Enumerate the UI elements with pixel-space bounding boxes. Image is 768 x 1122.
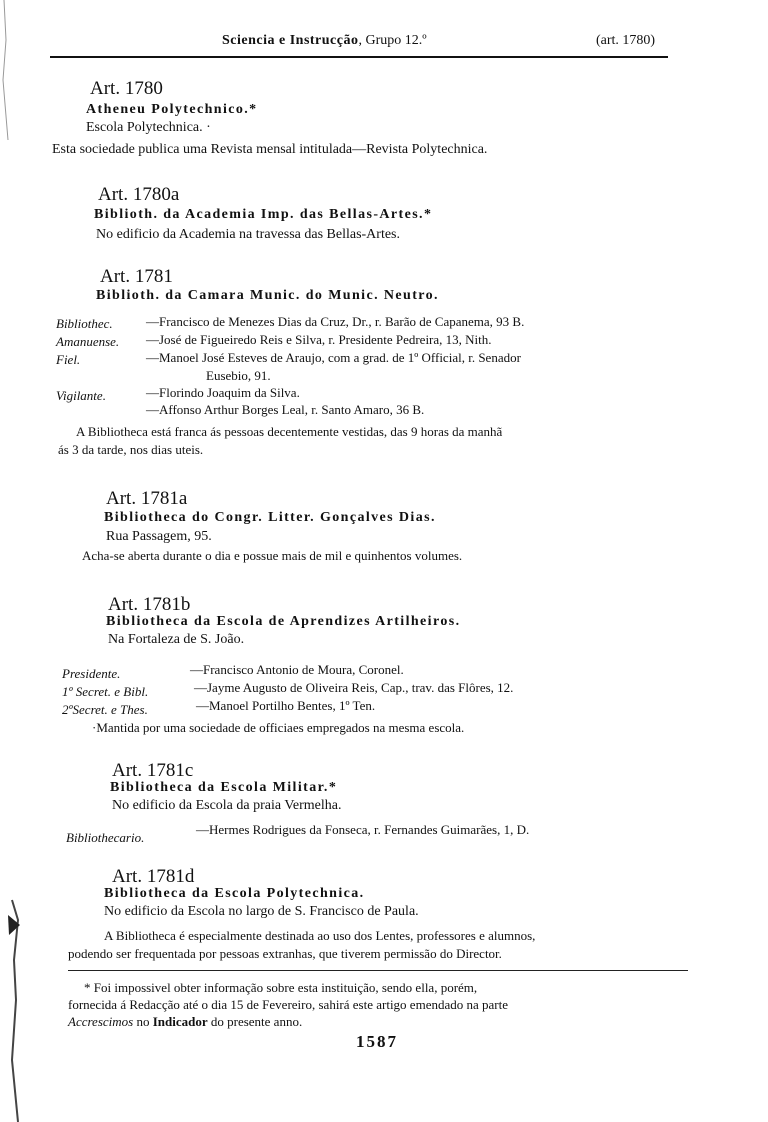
staff-entry: —Florindo Joaquim da Silva. xyxy=(146,385,300,400)
staff-role: Bibliothecario. xyxy=(66,830,145,845)
footnote-line: * Foi impossivel obter informação sobre esta instituição, sendo ella, porém, xyxy=(84,980,478,995)
institution-address: Rua Passagem, 95. xyxy=(106,529,212,544)
staff-role: Vigilante. xyxy=(56,388,106,403)
staff-entry: —Francisco Antonio de Moura, Coronel. xyxy=(190,662,404,677)
article-note: Esta sociedade publica uma Revista mensal intitulada—Revista Polytechnica. xyxy=(52,142,488,157)
header-title: Sciencia e Instrucção xyxy=(222,33,359,48)
institution-name: Bibliotheca da Escola Militar.* xyxy=(110,780,338,795)
staff-entry: —José de Figueiredo Reis e Silva, r. Presidente Pedreira, 13, Nith. xyxy=(146,332,492,347)
institution-address: Na Fortaleza de S. João. xyxy=(108,632,245,647)
article-note: A Bibliotheca está franca ás pessoas decentemente vestidas, das 9 horas da manhã xyxy=(76,424,503,439)
article-number: Art. 1781 xyxy=(100,266,173,287)
header-article: (art. 1780) xyxy=(596,33,656,48)
staff-role: Fiel. xyxy=(56,352,81,367)
footnote-line: fornecida á Redacção até o dia 15 de Fevereiro, sahirá este artigo emendado na parte xyxy=(68,997,508,1012)
article-number: Art. 1781a xyxy=(106,488,188,509)
staff-entry-continued: Eusebio, 91. xyxy=(206,368,271,383)
article-number: Art. 1780a xyxy=(98,184,180,205)
footnote-text: do presente anno. xyxy=(207,1014,303,1029)
staff-entry: —Manoel Portilho Bentes, 1º Ten. xyxy=(196,698,376,713)
staff-role: Amanuense. xyxy=(56,334,120,349)
staff-entry: —Jayme Augusto de Oliveira Reis, Cap., trav. das Flôres, 12. xyxy=(194,680,514,695)
footnote-indicador: Indicador xyxy=(152,1014,208,1029)
institution-name: Biblioth. da Camara Munic. do Munic. Neutro. xyxy=(96,288,439,303)
article-note: ás 3 da tarde, nos dias uteis. xyxy=(58,442,204,457)
article-note: podendo ser frequentada por pessoas extranhas, que tiverem permissão do Director. xyxy=(68,946,502,961)
institution-address: No edificio da Escola da praia Vermelha. xyxy=(112,798,342,813)
article-note: A Bibliotheca é especialmente destinada ao uso dos Lentes, professores e alumnos, xyxy=(104,928,536,943)
staff-entry: —Francisco de Menezes Dias da Cruz, Dr., r. Barão de Capanema, 93 B. xyxy=(146,314,525,329)
institution-name: Atheneu Polytechnico.* xyxy=(86,102,258,117)
staff-role: 2ºSecret. e Thes. xyxy=(62,702,148,717)
article-note: Acha-se aberta durante o dia e possue mais de mil e quinhentos volumes. xyxy=(82,548,463,563)
article-number: Art. 1781b xyxy=(108,594,191,615)
institution-address: No edificio da Academia na travessa das Bellas-Artes. xyxy=(96,227,401,242)
staff-entry: —Manoel José Esteves de Araujo, com a grad. de 1º Official, r. Senador xyxy=(146,350,521,365)
staff-entry: —Hermes Rodrigues da Fonseca, r. Fernandes Guimarães, 1, D. xyxy=(196,822,530,837)
institution-address: No edificio da Escola no largo de S. Francisco de Paula. xyxy=(104,904,419,919)
institution-address: Escola Polytechnica. · xyxy=(86,120,211,135)
footnote-line xyxy=(68,1014,302,1030)
institution-name: Bibliotheca da Escola de Aprendizes Artilheiros. xyxy=(106,614,461,629)
article-number: Art. 1781d xyxy=(112,866,195,887)
footnote-accrescimos: Accrescimos xyxy=(68,1014,134,1029)
page-number: 1587 xyxy=(356,1032,398,1051)
institution-name: Bibliotheca da Escola Polytechnica. xyxy=(104,886,365,901)
staff-role: Bibliothec. xyxy=(56,316,113,331)
article-number: Art. 1780 xyxy=(90,78,163,99)
staff-role: Presidente. xyxy=(62,666,121,681)
institution-name: Biblioth. da Academia Imp. das Bellas-Artes.* xyxy=(94,207,433,222)
header-rule xyxy=(50,56,668,58)
article-note: ·Mantida por uma sociedade de officiaes empregados na mesma escola. xyxy=(92,720,465,735)
staff-entry: —Affonso Arthur Borges Leal, r. Santo Amaro, 36 B. xyxy=(146,402,425,417)
running-header: Sciencia e Instrucção, Grupo 12.º (art. 1780) xyxy=(222,33,656,48)
staff-role: 1º Secret. e Bibl. xyxy=(62,684,149,699)
institution-name: Bibliotheca do Congr. Litter. Gonçalves Dias. xyxy=(104,510,436,525)
binding-edge-decoration xyxy=(0,0,22,1122)
footnote-rule xyxy=(68,970,688,971)
article-number: Art. 1781c xyxy=(112,760,194,781)
header-group: Grupo 12.º xyxy=(365,33,427,48)
footnote-text: no xyxy=(133,1014,153,1029)
